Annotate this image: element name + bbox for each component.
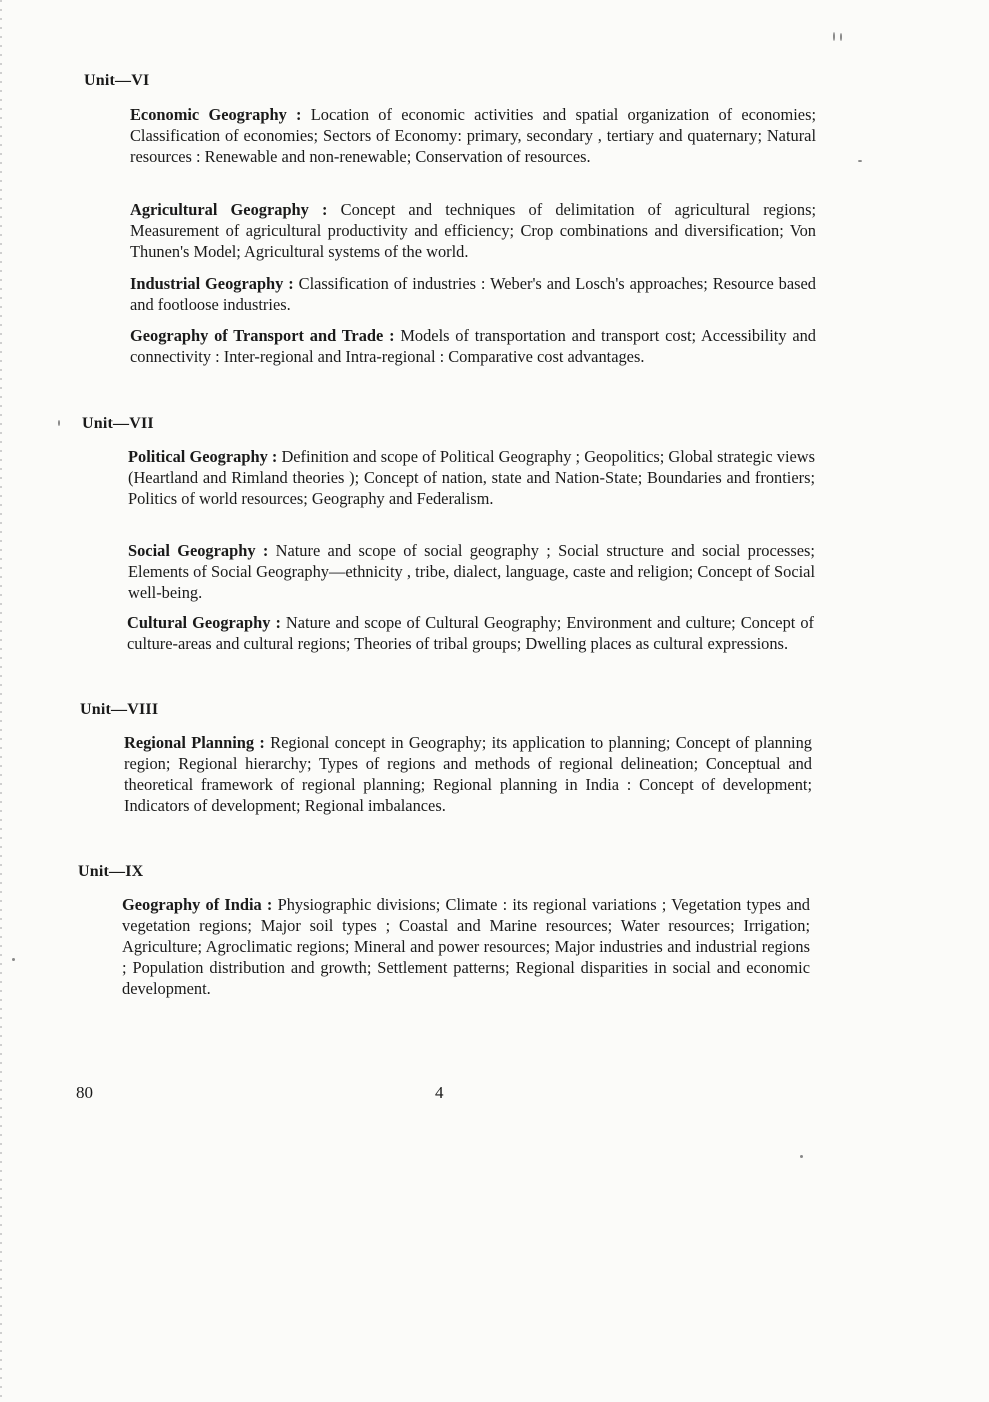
topic-title: Geography of India :: [122, 895, 273, 914]
topic-paragraph: [128, 540, 815, 603]
unit-heading: Unit—VII: [82, 415, 154, 432]
scan-speck: [833, 32, 835, 41]
topic-text: Concept and techniques of delimitation of agricultural regions; Measurement of agricultural productivity and efficiency; Crop combinations and diversification; Von Thunen's Model; Agricultural systems of the world.: [130, 200, 816, 261]
topic-title: Agricultural Geography :: [130, 200, 328, 219]
topic-text: Definition and scope of Political Geography ; Geopolitics; Global strategic views (Heartland and Rimland theories ); Concept of nation, state and Nation-State; Boundaries and frontiers; Politics of world resources; Geography and Federalism.: [128, 447, 816, 508]
topic-title: Geography of Transport and Trade :: [130, 326, 395, 345]
scan-speck: [800, 1155, 803, 1158]
topic-paragraph: [122, 894, 810, 999]
topic-text: Models of transportation and transport cost; Accessibility and connectivity : Inter-regional and Intra-regional : Comparative cost advantages.: [130, 326, 817, 366]
unit-heading: Unit—VIII: [80, 701, 159, 718]
scan-speck: [58, 420, 60, 426]
topic-text: Nature and scope of social geography ; Social structure and social processes; Elements of Social Geography—ethnicity , tribe, dialect, language, caste and religion; Concept of Social well-being.: [128, 541, 815, 602]
topic-text: Nature and scope of Cultural Geography; Environment and culture; Concept of culture-areas and cultural regions; Theories of tribal groups; Dwelling places as cultural expressions.: [127, 613, 814, 653]
scan-speck: [858, 160, 862, 162]
topic-text: Classification of industries : Weber's and Losch's approaches; Resource based and footloose industries.: [130, 274, 816, 314]
topic-title: Cultural Geography :: [127, 613, 281, 632]
unit-heading: Unit—VI: [84, 72, 150, 89]
topic-text: Regional concept in Geography; its application to planning; Concept of planning region; Regional hierarchy; Types of regions and methods of regional delineation; Conceptual and theoretical framework of regional planning; Regional planning in India : Concept of development; Indicators of development; Regional imbalances.: [124, 733, 812, 815]
scan-edge: [0, 0, 2, 1402]
topic-title: Industrial Geography :: [130, 274, 294, 293]
topic-text: Physiographic divisions; Climate : its regional variations ; Vegetation types and vegetation regions; Major soil types ; Coastal and Marine resources; Water resources; Irrigation; Agriculture; Agroclimatic regions; Mineral and power resources; Major industries and industrial regions ; Population distribution and growth; Settlement patterns; Regional disparities in social and economic development.: [122, 895, 810, 998]
topic-text: Location of economic activities and spatial organization of economies; Classification of economies; Sectors of Economy: primary, secondary , tertiary and quaternary; Natural resources : Renewable and non-renewable; Conservation of resources.: [130, 105, 817, 166]
topic-paragraph: [130, 325, 816, 367]
scan-speck: [12, 958, 15, 961]
topic-title: Regional Planning :: [124, 733, 265, 752]
scan-speck: [840, 33, 842, 41]
topic-paragraph: [130, 273, 816, 315]
topic-paragraph: [124, 732, 812, 816]
topic-title: Political Geography :: [128, 447, 278, 466]
topic-title: Economic Geography :: [130, 105, 302, 124]
topic-paragraph: [130, 104, 816, 167]
unit-heading: Unit—IX: [78, 863, 144, 880]
page-number-center: 4: [435, 1083, 444, 1102]
topic-title: Social Geography :: [128, 541, 269, 560]
page-number-left: 80: [76, 1083, 93, 1102]
topic-paragraph: [130, 199, 816, 262]
topic-paragraph: [127, 612, 814, 654]
topic-paragraph: [128, 446, 815, 509]
